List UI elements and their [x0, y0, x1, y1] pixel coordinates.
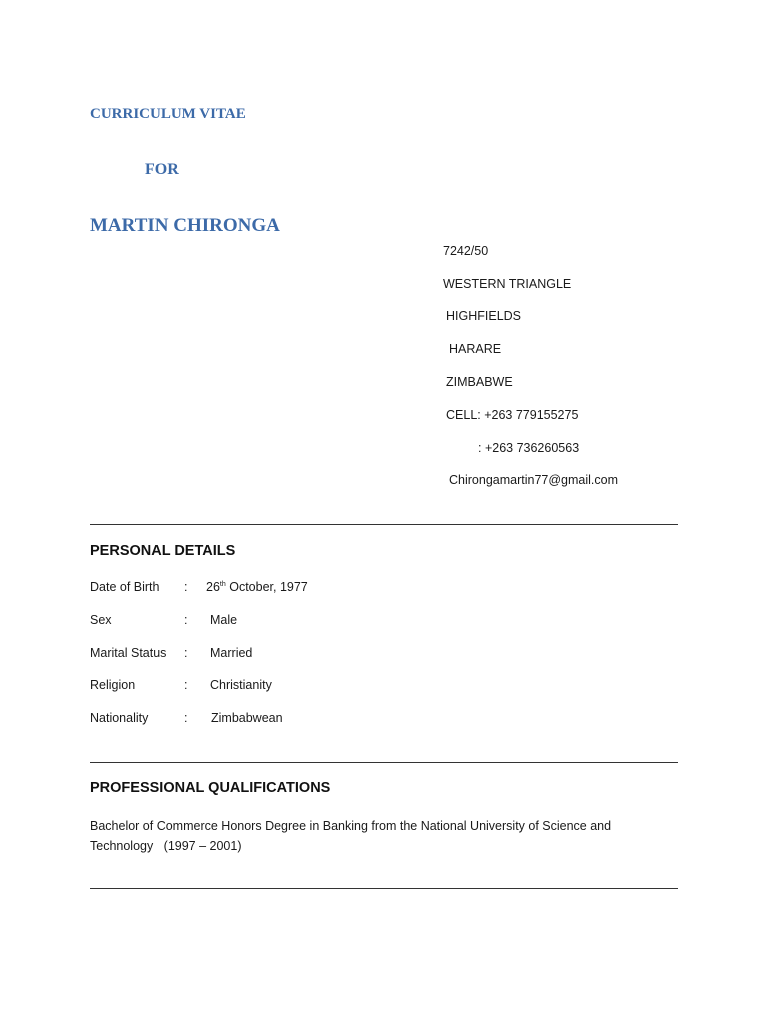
- dob-day-suffix: th: [219, 581, 226, 588]
- section-divider-1: [90, 524, 678, 525]
- address-line-house-number: 7242/50: [443, 244, 489, 258]
- candidate-name: MARTIN CHIRONGA: [90, 215, 280, 236]
- marital-status-separator: :: [184, 646, 188, 660]
- document-title: CURRICULUM VITAE: [90, 106, 246, 122]
- marital-status-value: Married: [210, 646, 253, 660]
- cell-phone-secondary: : +263 736260563: [478, 441, 580, 455]
- document-subtitle-for: FOR: [145, 161, 179, 178]
- address-line-suburb: HIGHFIELDS: [446, 309, 522, 323]
- nationality-label: Nationality: [90, 711, 149, 725]
- address-line-city: HARARE: [449, 342, 502, 356]
- religion-value: Christianity: [210, 678, 272, 692]
- sex-label: Sex: [90, 613, 112, 627]
- dob-value: [206, 580, 308, 594]
- religion-separator: :: [184, 678, 188, 692]
- sex-separator: :: [184, 613, 188, 627]
- marital-status-label: Marital Status: [90, 646, 167, 660]
- dob-label: Date of Birth: [90, 580, 160, 594]
- dob-month-year: October, 1977: [225, 580, 308, 594]
- personal-details-heading: PERSONAL DETAILS: [90, 543, 236, 559]
- dob-day: 26: [206, 580, 220, 594]
- section-divider-3: [90, 888, 678, 889]
- sex-value: Male: [210, 613, 238, 627]
- email-address: Chirongamartin77@gmail.com: [449, 473, 619, 487]
- religion-label: Religion: [90, 678, 136, 692]
- nationality-value: Zimbabwean: [211, 711, 283, 725]
- professional-qualifications-heading: PROFESSIONAL QUALIFICATIONS: [90, 780, 331, 796]
- nationality-separator: :: [184, 711, 188, 725]
- address-line-country: ZIMBABWE: [446, 375, 513, 389]
- section-divider-2: [90, 762, 678, 763]
- qualification-entry: Bachelor of Commerce Honors Degree in Banking from the National University of Science and Technology (1997 – 2001): [90, 819, 615, 853]
- cell-phone-primary: CELL: +263 779155275: [446, 408, 579, 422]
- address-line-area: WESTERN TRIANGLE: [443, 277, 572, 291]
- dob-separator: :: [184, 580, 188, 594]
